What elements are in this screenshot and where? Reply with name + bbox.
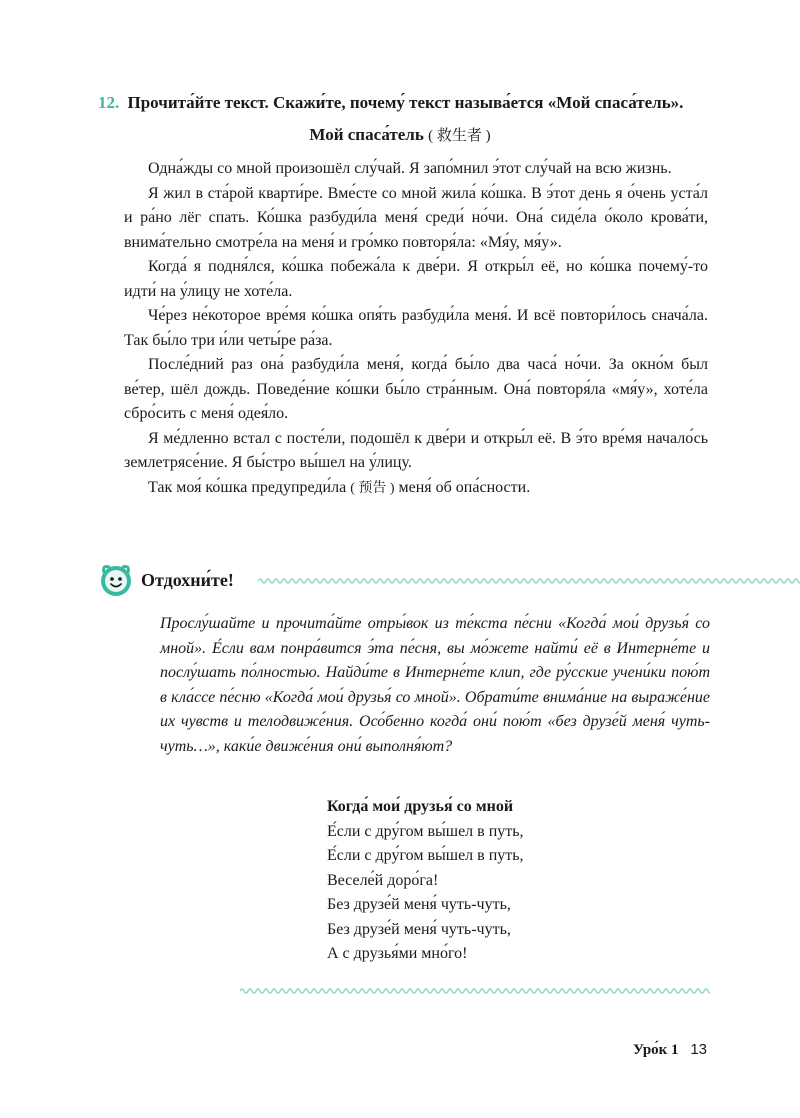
lesson-label: Уро́к 1	[633, 1042, 679, 1058]
story-last-translation: ( 预告 )	[350, 480, 395, 496]
story-title-translation: ( 救生者 )	[428, 128, 491, 144]
story-paragraph: Одна́жды со мной произошёл слу́чай. Я запо́мнил э́тот слу́чай на всю жизнь.	[148, 160, 672, 177]
song-title: Когда́ мои́ друзья́ со мной	[327, 798, 514, 815]
song-line: Веселе́й доро́га!	[327, 871, 439, 889]
song-line: Без друзе́й меня́ чуть-чуть,	[327, 920, 511, 938]
song-line: Без друзе́й меня́ чуть-чуть,	[327, 896, 511, 913]
page-footer	[633, 1040, 707, 1060]
story-text	[124, 157, 708, 501]
story-paragraph: Че́рез не́которое вре́мя ко́шка опя́ть разбуди́ла меня́. И всё повтори́лось снача́ла. Так бы́ло три и́ли четы́ре ра́за.	[124, 307, 708, 349]
song-excerpt	[327, 795, 687, 967]
smiley-face-icon	[98, 562, 134, 598]
rest-section-header	[98, 560, 708, 600]
story-paragraph-last	[124, 476, 708, 502]
story-paragraph: Я ме́дленно встал с посте́ли, подошёл к две́ри и откры́л её. В э́то вре́мя начало́сь землетрясе́ние. Я бы́стро вы́шел на у́лицу.	[124, 429, 708, 471]
wave-divider	[258, 577, 800, 585]
story-paragraph: Когда́ я подня́лся, ко́шка побежа́ла к две́ри. Я откры́л её, но ко́шка почему́-то идти́ на у́лицу не хоте́ла.	[124, 258, 708, 300]
song-line: Е́сли с дру́гом вы́шел в путь,	[327, 822, 524, 840]
story-title-text: Мой спаса́тель	[309, 125, 424, 144]
story-paragraph: Я жил в ста́рой кварти́ре. Вме́сте со мной жила́ ко́шка. В э́тот день я о́чень уста́л и ра́но лёг спать. Ко́шка разбуди́ла меня́ среди́ но́чи. Она́ сиде́ла о́коло крова́ти, внима́тельно смотре́ла на меня́ и гро́мко повторя́ла: «Мя́у, мя́у».	[124, 184, 708, 251]
song-line: А с друзья́ми мно́го!	[327, 945, 468, 962]
page-number: 13	[690, 1041, 707, 1058]
wave-divider-bottom	[240, 987, 710, 995]
exercise-instruction: Прочита́йте текст. Скажи́те, почему́ текст называ́ется «Мой спаса́тель».	[127, 93, 684, 112]
story-paragraph: После́дний раз она́ разбуди́ла меня́, когда́ бы́ло два часа́ но́чи. За окно́м был ве́тер, шёл дождь. Поведе́ние ко́шки бы́ло стра́нным. Она́ повторя́ла «мя́у», хоте́ла сбро́сить с меня́ одея́ло.	[124, 356, 708, 422]
rest-section-title: Отдохни́те!	[141, 570, 234, 590]
story-last-after: меня́ об опа́сности.	[398, 478, 531, 496]
song-line: Е́сли с дру́гом вы́шел в путь,	[327, 847, 524, 864]
exercise-heading	[98, 92, 738, 114]
rest-intro-text: Прослу́шайте и прочита́йте отры́вок из те́кста пе́сни «Когда́ мои́ друзья́ со мной». Е́сли вам понра́вится э́та пе́сня, вы мо́жете найти́ её в Интерне́те и послу́шать по́лностью. Найди́те в Интерне́те клип, где ру́сские учени́ки пою́т в кла́ссе пе́сню «Когда́ мои́ друзья́ со мной». Обрати́те внима́ние на выраже́ние их чувств и телодвиже́ния. Осо́бенно когда́ они́ пою́т «без друзе́й меня́ чуть-чуть…», каки́е движе́ния они́ выполня́ют?	[160, 615, 710, 755]
exercise-number: 12.	[98, 93, 120, 112]
story-last-before: Так моя́ ко́шка предупреди́ла	[148, 478, 347, 496]
story-title	[0, 124, 800, 147]
